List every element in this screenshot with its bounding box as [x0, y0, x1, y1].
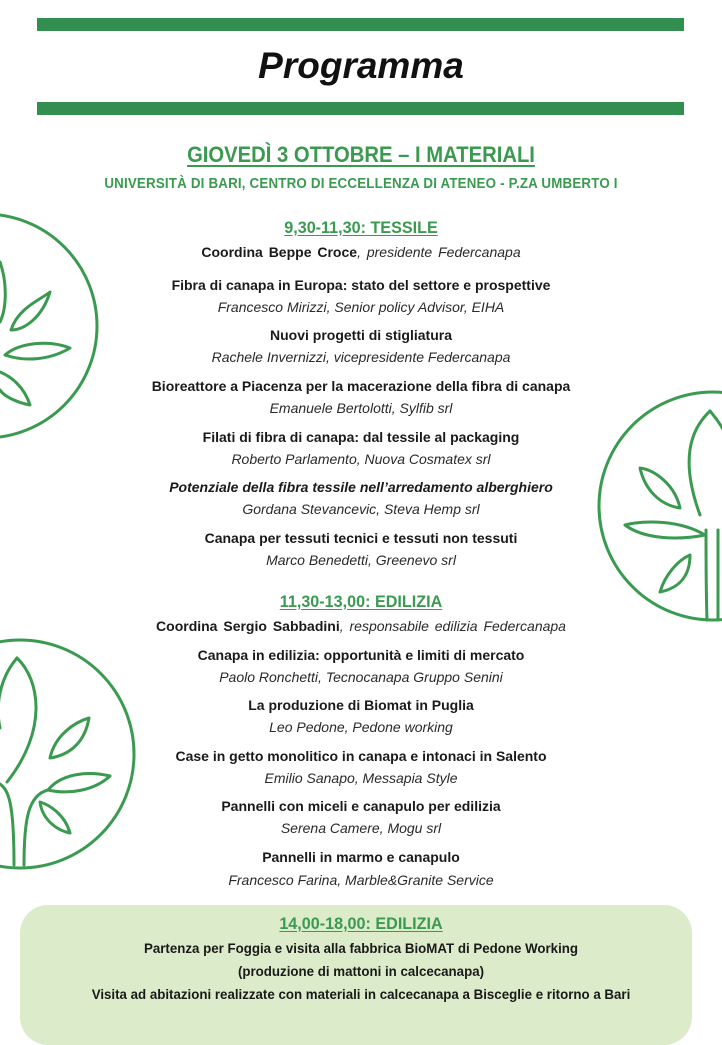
coordinator-role: , responsabile edilizia Federcanapa: [339, 618, 566, 634]
talk-title: Canapa in edilizia: opportunità e limiti di mercato: [197, 647, 525, 663]
venue-line: UNIVERSITÀ DI BARI, CENTRO DI ECCELLENZA DI ATENEO - P.ZA UMBERTO I: [104, 176, 618, 192]
top-divider-bar: [37, 18, 684, 31]
talk-title: Filati di fibra di canapa: dal tessile al packaging: [202, 429, 520, 445]
talk-speaker: Rachele Invernizzi, vicepresidente Federcanapa: [211, 349, 511, 365]
session-coordinator: [0, 617, 722, 635]
coordinator-name: Coordina Beppe Croce: [201, 244, 358, 260]
talk-title: Pannelli in marmo e canapulo: [262, 849, 460, 865]
talk-speaker: Marco Benedetti, Greenevo srl: [266, 552, 456, 568]
talk-speaker: Emilio Sanapo, Messapia Style: [264, 770, 458, 786]
afternoon-line: Visita ad abitazioni realizzate con materiali in calcecanapa a Bisceglie e ritorno a Bari: [91, 986, 631, 1002]
talk-title: Potenziale della fibra tessile nell’arredamento alberghiero: [169, 479, 553, 495]
session-coordinator: [0, 243, 722, 261]
afternoon-heading: 14,00-18,00: EDILIZIA: [279, 914, 443, 933]
talk-title: Pannelli con miceli e canapulo per edilizia: [221, 798, 501, 814]
talk-speaker: Serena Camere, Mogu srl: [280, 820, 442, 836]
talk-speaker: Leo Pedone, Pedone working: [269, 719, 453, 735]
talk-title: Fibra di canapa in Europa: stato del settore e prospettive: [171, 277, 551, 293]
page-title: Programma: [258, 45, 464, 86]
talk-title: Canapa per tessuti tecnici e tessuti non tessuti: [204, 530, 518, 546]
talk-speaker: Francesco Farina, Marble&Granite Service: [228, 872, 494, 888]
afternoon-line: (produzione di mattoni in calcecanapa): [237, 963, 485, 979]
talk-speaker: Gordana Stevancevic, Steva Hemp srl: [242, 501, 480, 517]
talk-speaker: Emanuele Bertolotti, Sylfib srl: [269, 400, 453, 416]
talk-title: Bioreattore a Piacenza per la macerazione della fibra di canapa: [151, 378, 571, 394]
coordinator-name: Coordina Sergio Sabbadini: [156, 618, 340, 634]
session-heading-edilizia: 11,30-13,00: EDILIZIA: [279, 592, 443, 611]
bottom-divider-bar: [37, 102, 684, 115]
talk-speaker: Paolo Ronchetti, Tecnocanapa Gruppo Senini: [219, 669, 503, 685]
day-heading: GIOVEDÌ 3 OTTOBRE – I MATERIALI: [187, 142, 535, 167]
talk-title: La produzione di Biomat in Puglia: [248, 697, 474, 713]
talk-speaker: Roberto Parlamento, Nuova Cosmatex srl: [231, 451, 491, 467]
talk-speaker: Francesco Mirizzi, Senior policy Advisor, EIHA: [217, 299, 505, 315]
session-heading-tessile: 9,30-11,30: TESSILE: [284, 218, 438, 237]
talk-title: Nuovi progetti di stigliatura: [269, 327, 452, 343]
afternoon-line: Partenza per Foggia e visita alla fabbrica BioMAT di Pedone Working: [143, 940, 579, 956]
talk-title: Case in getto monolitico in canapa e intonaci in Salento: [175, 748, 547, 764]
coordinator-role: , presidente Federcanapa: [357, 244, 521, 260]
